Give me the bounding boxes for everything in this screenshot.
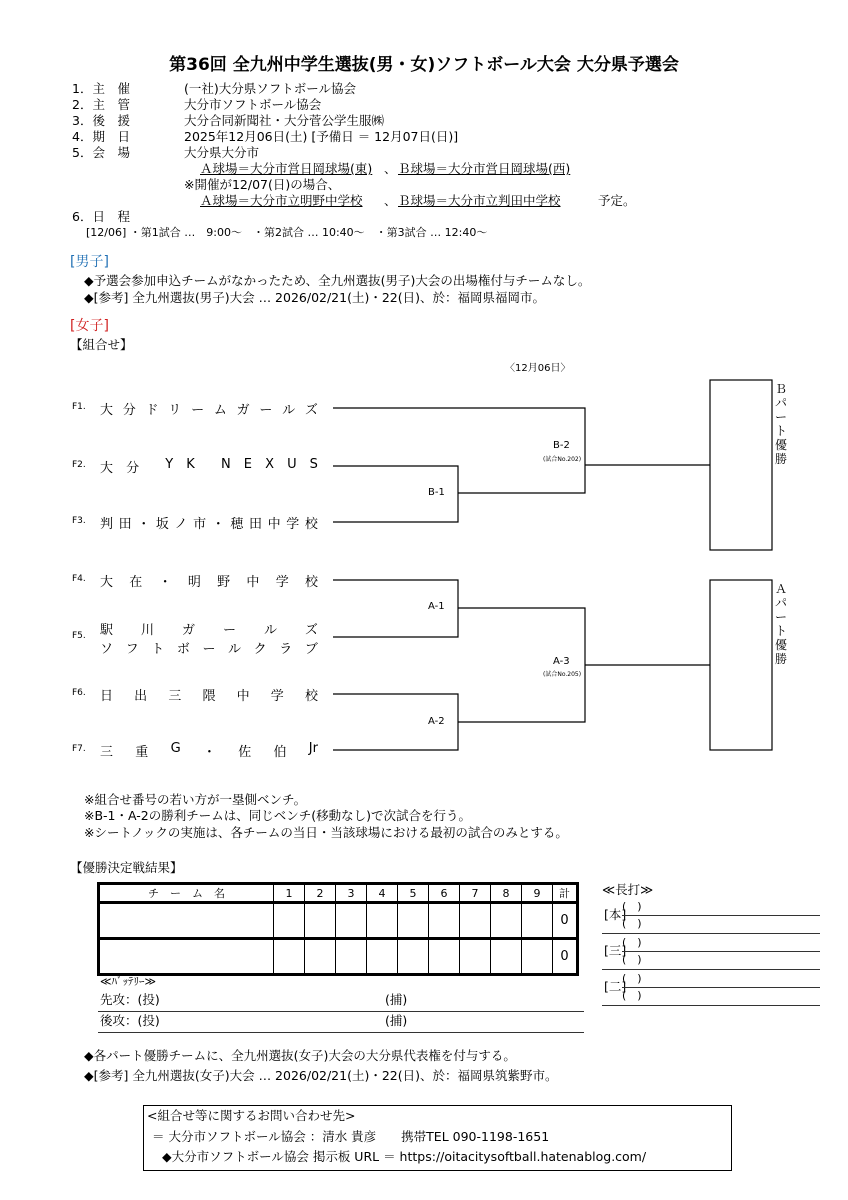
inning-header: 9 [522, 884, 553, 903]
team-name-char: 学 [286, 517, 300, 532]
inning-score-cell[interactable] [398, 903, 429, 939]
paren: ( ) [622, 917, 642, 930]
info-value: 大分市ソフトボール協会 [184, 97, 322, 112]
team-name-char: 日 [100, 689, 114, 704]
inning-score-cell[interactable] [274, 939, 305, 975]
team-name-char: ー [222, 623, 236, 638]
inning-score-cell[interactable] [305, 903, 336, 939]
team-name-char: ド [145, 403, 159, 418]
contact-url[interactable]: ◆大分市ソフトボール協会 掲示板 URL ＝ https://oitacitysoftball.hatenablog.com/ [162, 1149, 647, 1164]
inning-score-cell[interactable] [367, 939, 398, 975]
info-value: 2025年12月06日(土) [予備日 ＝ 12月07日(日)] [184, 129, 459, 144]
team-name-char: 重 [135, 745, 149, 760]
divider [602, 933, 820, 934]
b-winner-box [710, 380, 772, 550]
team-name-char: ・ [137, 517, 151, 532]
long-hit-type: [本] [604, 907, 627, 922]
team-name-char: 分 [122, 403, 136, 418]
team-name-char: ル [263, 623, 277, 638]
winner-label-char: 勝 [774, 452, 787, 466]
battery-second: 後攻：(投) [100, 1013, 160, 1028]
page-title: 第36回 全九州中学生選抜(男・女)ソフトボール大会 大分県予選会 [169, 55, 679, 75]
team-name-char: 明 [187, 575, 201, 590]
team-name-char: リ [168, 403, 182, 418]
long-hit-type: [三] [604, 943, 627, 958]
team-name-char: 中 [236, 689, 250, 704]
team-name-char: 田 [249, 517, 263, 532]
team-name-char: ー [191, 403, 205, 418]
venue-a1: Ａ球場＝大分市営日岡球場(東) [200, 161, 373, 176]
team-cell[interactable] [99, 903, 274, 939]
team-name-char: ズ [304, 403, 318, 418]
team-name-char: K [186, 457, 195, 472]
team-name-char: 佐 [238, 745, 252, 760]
inning-header: 2 [305, 884, 336, 903]
game-a1: A-1 [428, 601, 445, 612]
info-label: 4．期 日 [72, 129, 130, 144]
team-name-char: ズ [304, 623, 318, 638]
battery-label: ≪ﾊﾞｯﾃﾘｰ≫ [100, 975, 157, 988]
total-header: 計 [553, 884, 578, 903]
winner-label-char: Ａ [774, 582, 787, 596]
team-name-char: 隈 [202, 689, 216, 704]
team-name-char: 大 [100, 575, 114, 590]
game-a3: A-3 [553, 656, 570, 667]
winner-label-char: ト [774, 624, 787, 638]
team-name-char: N [220, 457, 231, 472]
game-b1: B-1 [428, 487, 445, 498]
team-name-char: Jr [308, 741, 318, 756]
info-label: 5．会 場 [72, 145, 130, 160]
team-name-char: 校 [304, 689, 318, 704]
team-name-char: 学 [270, 689, 284, 704]
winner-label-char: 優 [774, 638, 787, 652]
team-number: F3. [72, 516, 86, 526]
team-name-char: U [287, 457, 297, 472]
team-name-char: フ [125, 642, 139, 657]
inning-header: 5 [398, 884, 429, 903]
result-heading: 【優勝決定戦結果】 [70, 860, 183, 875]
team-name-char: 三 [100, 745, 114, 760]
divider [602, 1005, 820, 1006]
score-table [97, 882, 579, 976]
winner-label-char: ト [774, 424, 787, 438]
girls-heading: [女子] [70, 318, 109, 334]
catcher-first: (捕) [385, 992, 408, 1007]
winner-label-char: パ [774, 396, 787, 410]
boys-heading: [男子] [70, 254, 109, 270]
inning-score-cell[interactable] [305, 939, 336, 975]
inning-score-cell[interactable] [398, 939, 429, 975]
info-value: (一社)大分県ソフトボール協会 [184, 81, 357, 96]
team-name-char: ・ [158, 575, 172, 590]
footer-line: ◆[参考] 全九州選抜(女子)大会 … 2026/02/21(土)・22(日)、於：福岡県筑紫野市。 [84, 1068, 558, 1083]
team-name-char: X [265, 457, 274, 472]
team-name-char: 坂 [155, 517, 169, 532]
winner-label-char: ー [774, 610, 787, 624]
contact-person: ＝ 大分市ソフトボール協会 ：清水 貴彦 携帯TEL 090-1198-1651 [152, 1129, 550, 1144]
team-name-char: 駅 [100, 623, 114, 638]
winner-label-char: 優 [774, 438, 787, 452]
game-a3-no: (試合No.205) [543, 671, 582, 678]
inning-score-cell[interactable] [429, 939, 460, 975]
note: ※シートノックの実施は、各チームの当日・当該球場における最初の試合のみとする。 [84, 825, 568, 840]
team-name-char: ボ [176, 642, 190, 657]
inning-score-cell[interactable] [460, 939, 491, 975]
note: ※B-1・A-2の勝利チームは、同じベンチ(移動なし)で次試合を行う。 [84, 808, 472, 823]
venue-tail: 予定。 [598, 193, 636, 208]
game-b2-no: (試合No.202) [543, 456, 582, 463]
battery-first: 先攻：(投) [100, 992, 160, 1007]
venue-b1: Ｂ球場＝大分市営日岡球場(西) [398, 161, 571, 176]
team-name-char: 市 [193, 517, 207, 532]
team-name-char: ガ [181, 623, 195, 638]
inning-score-cell[interactable] [491, 939, 522, 975]
team-name-char: 出 [134, 689, 148, 704]
info-value: 大分県大分市 [184, 145, 260, 160]
winner-label-char: Ｂ [774, 382, 787, 396]
divider [98, 1032, 584, 1033]
pairing-heading: 【組合せ】 [70, 337, 133, 352]
team-name-char: 大 [100, 403, 114, 418]
note: ※組合せ番号の若い方が一塁側ベンチ。 [84, 792, 307, 807]
b-part-winner-label [774, 382, 788, 466]
team-number: F1. [72, 402, 86, 412]
inning-score-cell[interactable] [274, 903, 305, 939]
total-cell: 0 [553, 939, 578, 975]
team-name-char: 学 [275, 575, 289, 590]
venue-b2: Ｂ球場＝大分市立判田中学校 [398, 193, 561, 208]
inning-score-cell[interactable] [491, 903, 522, 939]
team-name-char: ル [228, 642, 242, 657]
a-part-winner-label [774, 582, 788, 666]
total-cell: 0 [553, 903, 578, 939]
team-name-char: E [243, 457, 253, 472]
team-name-char: 分 [126, 461, 140, 476]
paren: ( ) [622, 900, 642, 913]
inning-header: 1 [274, 884, 305, 903]
entry-line[interactable] [622, 987, 820, 988]
team-name-char: 三 [168, 689, 182, 704]
team-name-char: ル [282, 403, 296, 418]
team-name-char: ラ [279, 642, 293, 657]
team-name-char: 在 [129, 575, 143, 590]
venue-sep: 、 [384, 161, 397, 176]
divider [602, 969, 820, 970]
long-hits-label: ≪長打≫ [602, 882, 654, 897]
team-name-char: 中 [246, 575, 260, 590]
entry-line[interactable] [622, 915, 820, 916]
bracket-line-f1 [333, 408, 585, 493]
team-name-char: 穂 [230, 517, 244, 532]
team-name-char: ム [213, 403, 227, 418]
schedule-line: [12/06] ・第1試合 … 9:00～ ・第2試合 … 10:40～ ・第3試合 … 12:40～ [86, 226, 488, 239]
venue-note: ※開催が12/07(日)の場合、 [184, 177, 341, 192]
team-cell[interactable] [99, 939, 274, 975]
inning-header: 6 [429, 884, 460, 903]
contact-box [143, 1105, 732, 1171]
inning-score-cell[interactable] [522, 939, 553, 975]
team-name-char: ブ [304, 642, 318, 657]
inning-score-cell[interactable] [336, 903, 367, 939]
game-a2: A-2 [428, 716, 445, 727]
team-name-char: 野 [217, 575, 231, 590]
inning-header: 8 [491, 884, 522, 903]
paren: ( ) [622, 953, 642, 966]
team-name-char: ノ [174, 517, 188, 532]
team-number: F6. [72, 688, 86, 698]
team-header: チ ー ム 名 [99, 884, 274, 903]
team-number: F7. [72, 744, 86, 754]
info-label: 2．主 管 [72, 97, 130, 112]
team-name-char: 田 [118, 517, 132, 532]
team-number: F4. [72, 574, 86, 584]
bracket-date: 〈12月06日〉 [505, 363, 571, 374]
inning-score-cell[interactable] [522, 903, 553, 939]
entry-line[interactable] [622, 951, 820, 952]
team-name-char: 大 [100, 461, 114, 476]
winner-label-char: パ [774, 596, 787, 610]
team-number: F2. [72, 460, 86, 470]
inning-score-cell[interactable] [367, 903, 398, 939]
team-name-char: 校 [304, 575, 318, 590]
team-name-char: ク [253, 642, 267, 657]
team-name-char: ー [202, 642, 216, 657]
team-name-char: S [309, 457, 318, 472]
long-hit-type: [二] [604, 979, 627, 994]
info-label: 1．主 催 [72, 81, 130, 96]
team-number: F5. [72, 631, 86, 641]
schedule-label: 6．日 程 [72, 209, 130, 224]
inning-header: 4 [367, 884, 398, 903]
team-name-char: ソ [100, 642, 114, 657]
boys-line: ◆[参考] 全九州選抜(男子)大会 … 2026/02/21(土)・22(日)、於：福岡県福岡市。 [84, 290, 545, 305]
team-name-char: 川 [140, 623, 154, 638]
paren: ( ) [622, 936, 642, 949]
winner-label-char: 勝 [774, 652, 787, 666]
winner-label-char: ー [774, 410, 787, 424]
info-label: 3．後 援 [72, 113, 130, 128]
contact-heading: <組合せ等に関するお問い合わせ先> [147, 1108, 356, 1123]
a-winner-box [710, 580, 772, 750]
inning-score-cell[interactable] [429, 903, 460, 939]
inning-header: 3 [336, 884, 367, 903]
team-name-char: ・ [202, 745, 216, 760]
team-name-char: Y [165, 457, 174, 472]
divider [98, 1011, 584, 1012]
footer-line: ◆各パート優勝チームに、全九州選抜(女子)大会の大分県代表権を付与する。 [84, 1048, 516, 1063]
boys-line: ◆予選会参加申込チームがなかったため、全九州選抜(男子)大会の出場権付与チームなし。 [84, 273, 591, 288]
team-name-char: ト [151, 642, 165, 657]
paren: ( ) [622, 972, 642, 985]
catcher-second: (捕) [385, 1013, 408, 1028]
inning-score-cell[interactable] [460, 903, 491, 939]
team-name-char: 校 [304, 517, 318, 532]
team-name-char: 中 [267, 517, 281, 532]
team-name-char: ー [259, 403, 273, 418]
venue-sep2: 、 [384, 193, 397, 208]
team-name-char: ・ [211, 517, 225, 532]
team-name-char: 伯 [273, 745, 287, 760]
team-name-char: 判 [100, 517, 114, 532]
venue-a2: Ａ球場＝大分市立明野中学校 [200, 193, 363, 208]
paren: ( ) [622, 989, 642, 1002]
game-b2: B-2 [553, 440, 570, 451]
info-value: 大分合同新聞社・大分菅公学生服㈱ [184, 113, 385, 128]
inning-header: 7 [460, 884, 491, 903]
inning-score-cell[interactable] [336, 939, 367, 975]
team-name-char: G [170, 741, 181, 756]
team-name-char: ガ [236, 403, 250, 418]
